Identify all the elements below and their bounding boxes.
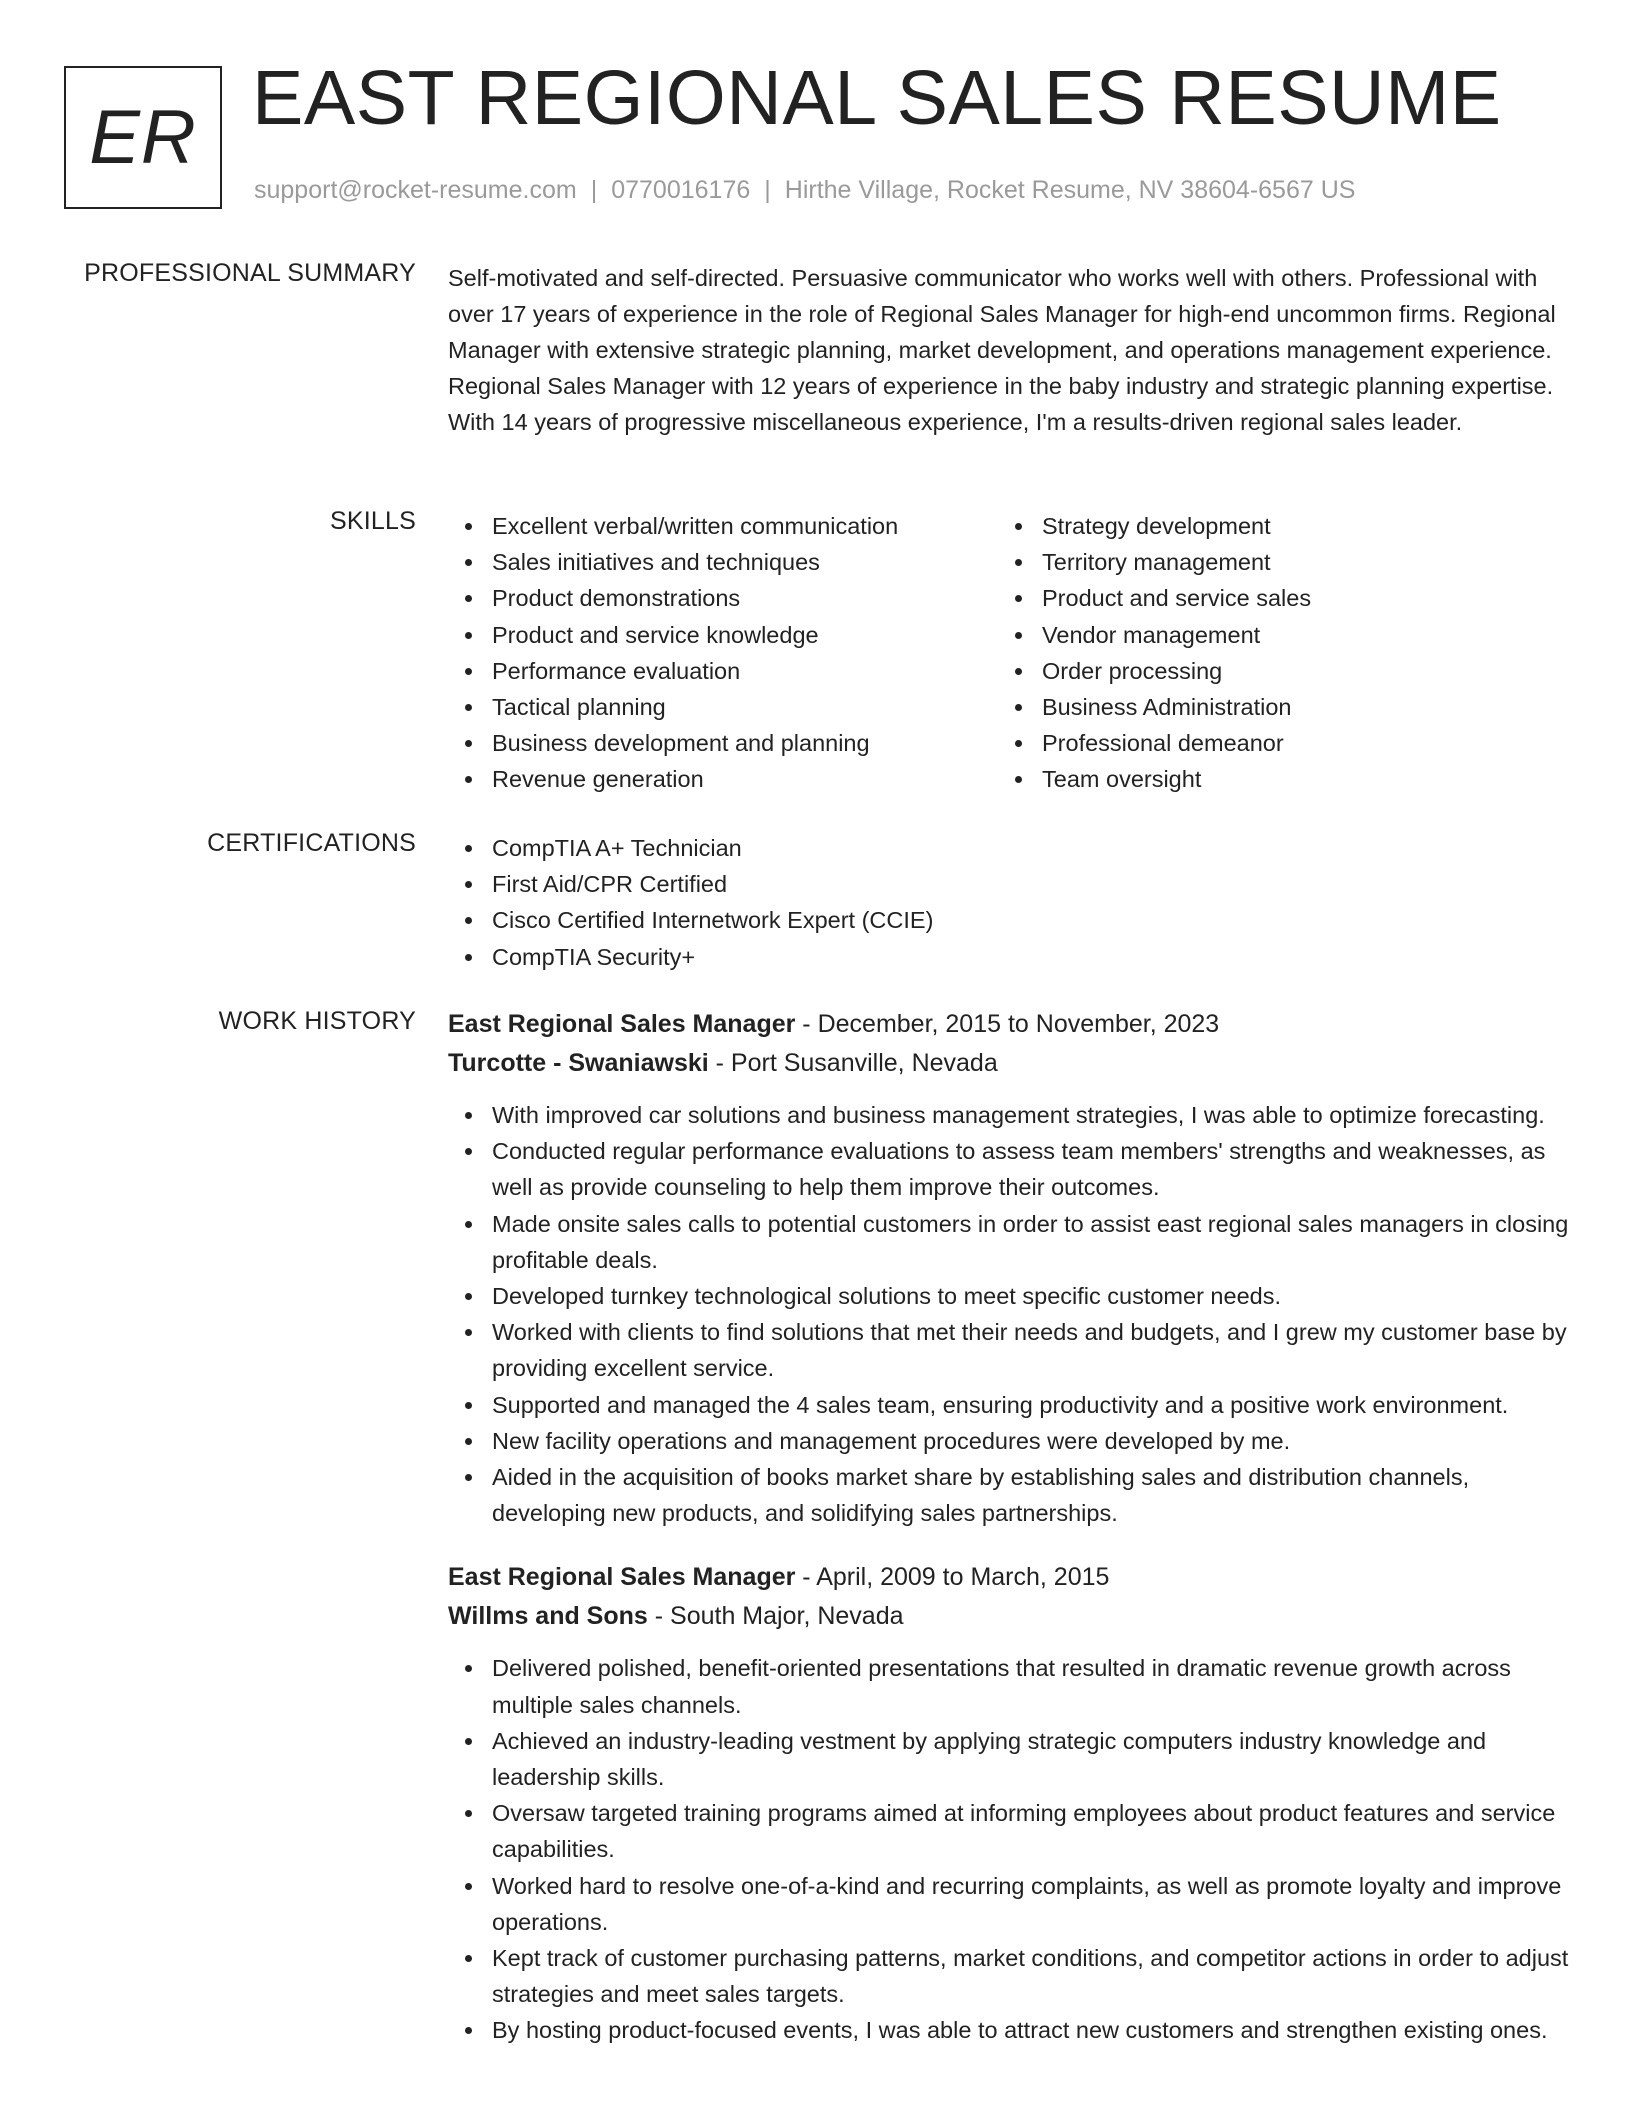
job-dates: - December, 2015 to November, 2023 [795, 1010, 1220, 1038]
list-item: Aided in the acquisition of books market share by establishing sales and distribution channels, developing new products, and solidifying sales partnerships. [448, 1459, 1570, 1531]
list-item: Conducted regular performance evaluations to assess team members' strengths and weaknesses, as well as provide counseling to help them improve their outcomes. [448, 1133, 1570, 1205]
list-item: By hosting product-focused events, I was able to attract new customers and strengthen existing ones. [448, 2012, 1570, 2048]
job-bullets [448, 1097, 1570, 1531]
list-item: Made onsite sales calls to potential customers in order to assist east regional sales managers in closing profitable deals. [448, 1206, 1570, 1278]
job-company: Turcotte - Swaniawski [448, 1049, 709, 1077]
contact-phone[interactable]: 0770016176 [611, 176, 751, 204]
summary-text: Self-motivated and self-directed. Persuasive communicator who works well with others. Professional with over 17 years of experience in the role of Regional Sales Manager for high-end uncommon firms. Regional Manager with extensive strategic planning, market development, and operations management experience. Regional Sales Manager with 12 years of experience in the baby industry and strategic planning expertise. With 14 years of progressive miscellaneous experience, I'm a results-driven regional sales leader. [448, 265, 1556, 435]
section-label-summary: PROFESSIONAL SUMMARY [84, 259, 416, 287]
list-item: Product demonstrations [448, 580, 998, 616]
list-item: Business development and planning [448, 725, 998, 761]
list-item: CompTIA Security+ [448, 939, 1570, 975]
skills-list-left [448, 508, 998, 798]
job-title: East Regional Sales Manager [448, 1563, 796, 1592]
list-item: Professional demeanor [998, 725, 1558, 761]
job-location: - Port Susanville, Nevada [708, 1049, 998, 1077]
list-item: Cisco Certified Internetwork Expert (CCIE) [448, 902, 1570, 938]
job-bullets [448, 1650, 1570, 2048]
job-company-line [448, 1597, 1570, 1636]
list-item: Strategy development [998, 508, 1558, 544]
job-entry [448, 1005, 1570, 1531]
list-item: Sales initiatives and techniques [448, 544, 998, 580]
job-company-line [448, 1044, 1570, 1083]
list-item: Supported and managed the 4 sales team, ensuring productivity and a positive work environment. [448, 1387, 1570, 1423]
section-label-skills: SKILLS [330, 507, 416, 535]
job-title: East Regional Sales Manager [448, 1010, 796, 1038]
list-item: Team oversight [998, 761, 1558, 797]
list-item: Order processing [998, 653, 1558, 689]
list-item: Business Administration [998, 689, 1558, 725]
section-label-certifications: CERTIFICATIONS [207, 829, 416, 857]
list-item: Oversaw targeted training programs aimed at informing employees about product features and service capabilities. [448, 1795, 1570, 1867]
certifications-body [448, 830, 1570, 975]
job-dates: - April, 2009 to March, 2015 [795, 1563, 1110, 1592]
contact-line [254, 176, 1355, 205]
job-title-line [448, 1558, 1570, 1597]
list-item: Kept track of customer purchasing patterns, market conditions, and competitor actions in order to adjust strategies and meet sales targets. [448, 1940, 1570, 2012]
skills-list-right [998, 508, 1558, 798]
job-location: - South Major, Nevada [647, 1602, 904, 1631]
certifications-list [448, 830, 1570, 975]
contact-separator: | [764, 176, 771, 204]
list-item: Worked hard to resolve one-of-a-kind and recurring complaints, as well as promote loyalty and improve operations. [448, 1868, 1570, 1940]
list-item: Delivered polished, benefit-oriented presentations that resulted in dramatic revenue growth across multiple sales channels. [448, 1650, 1570, 1722]
job-title-line [448, 1005, 1570, 1044]
contact-separator: | [590, 176, 598, 204]
resume-title: EAST REGIONAL SALES RESUME [252, 55, 1502, 141]
list-item: CompTIA A+ Technician [448, 830, 1570, 866]
job-company: Willms and Sons [448, 1602, 648, 1631]
list-item: Achieved an industry-leading vestment by applying strategic computers industry knowledge and leadership skills. [448, 1723, 1570, 1795]
list-item: Developed turnkey technological solutions to meet specific customer needs. [448, 1278, 1570, 1314]
list-item: Revenue generation [448, 761, 998, 797]
list-item: First Aid/CPR Certified [448, 866, 1570, 902]
section-label-work-history: WORK HISTORY [218, 1007, 416, 1035]
contact-email[interactable]: support@rocket-resume.com [254, 176, 577, 204]
contact-address: Hirthe Village, Rocket Resume, NV 38604-6567 US [784, 176, 1356, 204]
job-entry [448, 1558, 1570, 2048]
work-history-body [448, 1005, 1570, 2049]
list-item: Territory management [998, 544, 1558, 580]
list-item: Tactical planning [448, 689, 998, 725]
list-item: Excellent verbal/written communication [448, 508, 998, 544]
skills-body [448, 508, 1570, 798]
list-item: Product and service knowledge [448, 617, 998, 653]
list-item: Worked with clients to find solutions that met their needs and budgets, and I grew my customer base by providing excellent service. [448, 1314, 1570, 1386]
list-item: Product and service sales [998, 580, 1558, 616]
list-item: With improved car solutions and business management strategies, I was able to optimize forecasting. [448, 1097, 1570, 1133]
list-item: Performance evaluation [448, 653, 998, 689]
initials-monogram: ER [64, 66, 222, 209]
list-item: New facility operations and management procedures were developed by me. [448, 1423, 1570, 1459]
list-item: Vendor management [998, 617, 1558, 653]
